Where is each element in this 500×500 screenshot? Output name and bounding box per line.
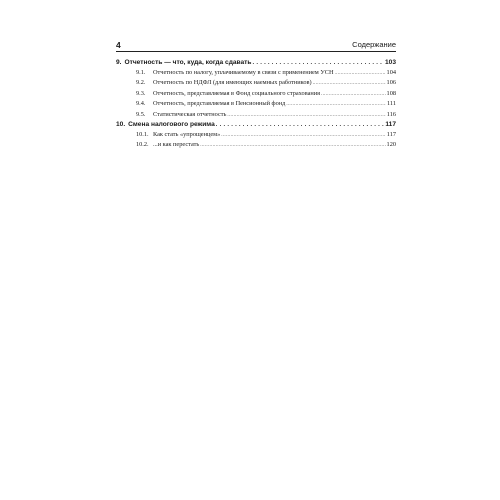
toc-entry-page: 103 bbox=[384, 59, 396, 66]
toc-entry-number: 9.2. bbox=[136, 79, 146, 87]
toc-entry-page: 111 bbox=[387, 100, 396, 108]
toc-entry-number: 10.1. bbox=[136, 131, 149, 139]
toc-entry-number: 9.4. bbox=[136, 100, 146, 108]
table-of-contents bbox=[116, 58, 396, 151]
toc-chapter-9[interactable] bbox=[116, 58, 396, 68]
toc-entry-page: 117 bbox=[385, 121, 396, 129]
toc-entry-title: ...и как перестать bbox=[153, 141, 200, 149]
toc-chapter-10[interactable] bbox=[116, 120, 396, 130]
dot-leader bbox=[252, 58, 384, 68]
page-number: 4 bbox=[116, 40, 121, 50]
toc-entry-title: Смена налогового режима bbox=[128, 121, 215, 129]
toc-entry-title: Отчетность, представляемая в Пенсионный фонд bbox=[153, 100, 286, 108]
page-header bbox=[116, 38, 396, 52]
toc-entry-number: 10.2. bbox=[136, 141, 149, 149]
toc-entry-page: 116 bbox=[386, 110, 396, 118]
toc-entry-page: 104 bbox=[386, 69, 396, 76]
toc-entry-title: Как стать «упрощенцем» bbox=[153, 131, 221, 139]
running-head: Содержание bbox=[352, 40, 396, 49]
toc-section-9-1[interactable] bbox=[116, 68, 396, 78]
dot-leader bbox=[227, 111, 385, 120]
toc-entry-number: 9. bbox=[116, 59, 122, 66]
dot-leader bbox=[313, 79, 386, 88]
toc-section-10-2[interactable] bbox=[116, 140, 396, 150]
toc-entry-title: Отчетность по НДФЛ (для имеющих наемных работников) bbox=[153, 79, 312, 87]
toc-entry-number: 9.5. bbox=[136, 110, 146, 118]
toc-section-9-4[interactable] bbox=[116, 99, 396, 109]
toc-entry-number: 10. bbox=[116, 121, 126, 129]
dot-leader bbox=[286, 100, 386, 109]
dot-leader bbox=[216, 120, 385, 130]
toc-entry-title: Отчетность — что, куда, когда сдавать bbox=[124, 59, 252, 66]
toc-entry-number: 9.3. bbox=[136, 89, 146, 97]
toc-section-9-3[interactable] bbox=[116, 89, 396, 99]
toc-section-10-1[interactable] bbox=[116, 130, 396, 140]
toc-entry-page: 106 bbox=[386, 79, 396, 87]
toc-entry-title: Отчетность, представляемая в Фонд социального страхования bbox=[153, 89, 321, 97]
toc-section-9-2[interactable] bbox=[116, 78, 396, 88]
dot-leader bbox=[321, 90, 386, 99]
book-page bbox=[116, 38, 396, 151]
toc-section-9-5[interactable] bbox=[116, 110, 396, 120]
toc-entry-page: 117 bbox=[386, 131, 396, 139]
toc-entry-title: Отчетность по налогу, уплачиваемому в связи с применением УСН bbox=[153, 69, 334, 76]
toc-entry-page: 108 bbox=[386, 89, 396, 97]
dot-leader bbox=[335, 69, 386, 78]
dot-leader bbox=[200, 141, 385, 150]
toc-entry-number: 9.1. bbox=[136, 69, 146, 76]
dot-leader bbox=[221, 131, 386, 140]
toc-entry-title: Статистическая отчетность bbox=[153, 110, 227, 118]
toc-entry-page: 120 bbox=[386, 141, 396, 149]
